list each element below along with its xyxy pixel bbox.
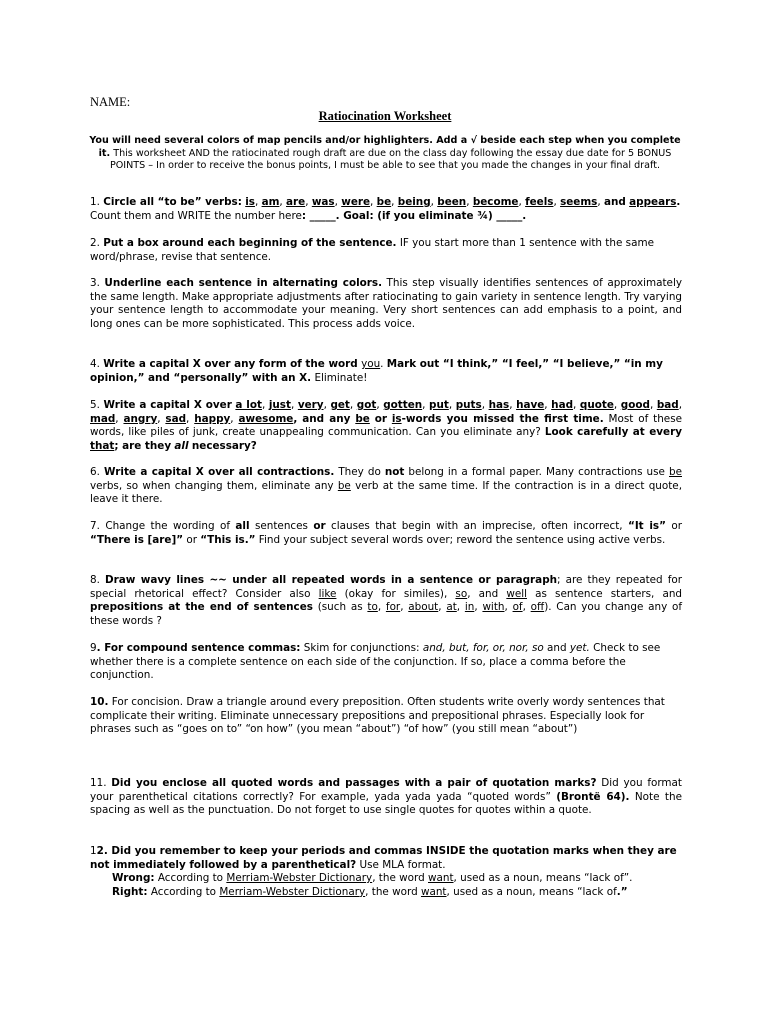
item-2: 2. Put a box around each beginning of the sentence. IF you start more than 1 sentence with the same word/phrase, revise that sentence. — [90, 237, 654, 263]
item-4: 4. Write a capital X over any form of the word you. Mark out “I think,” “I feel,” “I believe,” “in my opinion,” and “personally” with an X. Eliminate! — [90, 358, 663, 384]
item-6: 6. Write a capital X over all contractions. They do not belong in a formal paper. Many contractions use be verbs, so when changing them, eliminate any be verb at the same time. If the contraction is in a direct quote, leave it there. — [90, 466, 683, 506]
item-10: 10. For concision. Draw a triangle around every preposition. Often students write overly wordy sentences that complicate their writing. Eliminate unnecessary prepositions and prepositional phrases. Especially look for phrases such as “goes on to” “on how” (you mean “about”) “of how” (you still mean “about”) — [90, 696, 665, 736]
item-8: 8. Draw wavy lines ~~ under all repeated words in a sentence or paragraph; are they repeated for special rhetorical effect? Consider also like (okay for similes), so, and well as sentence starters, and prepositions at the end of sentences (such as to, for, about, at, in, with, of, off). Can you change any of these words ? — [90, 574, 683, 627]
wrong-example: Wrong: According to Merriam-Webster Dictionary, the word want, used as a noun, means “lack of”. — [112, 872, 633, 885]
right-example: Right: According to Merriam-Webster Dictionary, the word want, used as a noun, means “lack of.” — [112, 885, 628, 898]
intro-text: This worksheet AND the ratiocinated rough draft are due on the class day following the essay due date for 5 BONUS POINTS – In order to receive the bonus points, I must be able to see that you made the changes in your final draft. — [109, 147, 672, 171]
item-1: 1. Circle all “to be” verbs: is, am, are, was, were, be, being, been, become, feels, seems, and appears. Count them and WRITE the number here: _____. Goal: (if you eliminate ¾) _____. — [90, 196, 681, 222]
item-3: 3. Underline each sentence in alternating colors. This step visually identifies sentences of approximately the same length. Make appropriate adjustments after ratiocinating to gain variety in sentence length. Try varying your sentence length to accommodate your meaning. Very short sentences can add emphasis to a point, and long ones can be more sophisticated. This process adds voice. — [90, 277, 682, 330]
intro-paragraph — [88, 135, 682, 173]
item-12: 12. Did you remember to keep your periods and commas INSIDE the quotation marks when they are not immediately followed by a parenthetical? Use MLA format. Wrong: According to Merriam-Webster Dictionary, the word want, used as a noun, means “lack of”. Right: According to Merriam-Webster Dictionary, the word want, used as a noun, means “lack of.” — [90, 845, 682, 899]
item-5: 5. Write a capital X over a lot, just, very, get, got, gotten, put, puts, has, have, had, quote, good, bad, mad, angry, sad, happy, awesome, and any be or is-words you missed the first time. Most of these words, like piles of junk, create unappealing communication. Can you eliminate any? Look carefully at every that; are they all necessary? — [90, 399, 683, 452]
page-title: Ratiocination Worksheet — [318, 109, 452, 123]
item-7: 7. Change the wording of all sentences or clauses that begin with an imprecise, often incorrect, “It is” or “There is [are]” or “This is.” Find your subject several words over; reword the sentence using active verbs. — [90, 520, 682, 546]
item-9: 9. For compound sentence commas: Skim for conjunctions: and, but, for, or, nor, so and yet. Check to see whether there is a complete sentence on each side of the conjunction. If so, place a comma before the conjunction. — [90, 642, 661, 682]
name-label: NAME: — [90, 95, 131, 109]
intro-bold: You will need several colors of map pencils and/or highlighters. Add a √ beside each step when you complete it. — [89, 135, 681, 159]
item-11: 11. Did you enclose all quoted words and passages with a pair of quotation marks? Did you format your parenthetical citations correctly? For example, yada yada yada “quoted words” (Brontë 64). Note the spacing as well as the punctuation. Do not forget to use single quotes for quotes within a quote. — [90, 777, 682, 817]
